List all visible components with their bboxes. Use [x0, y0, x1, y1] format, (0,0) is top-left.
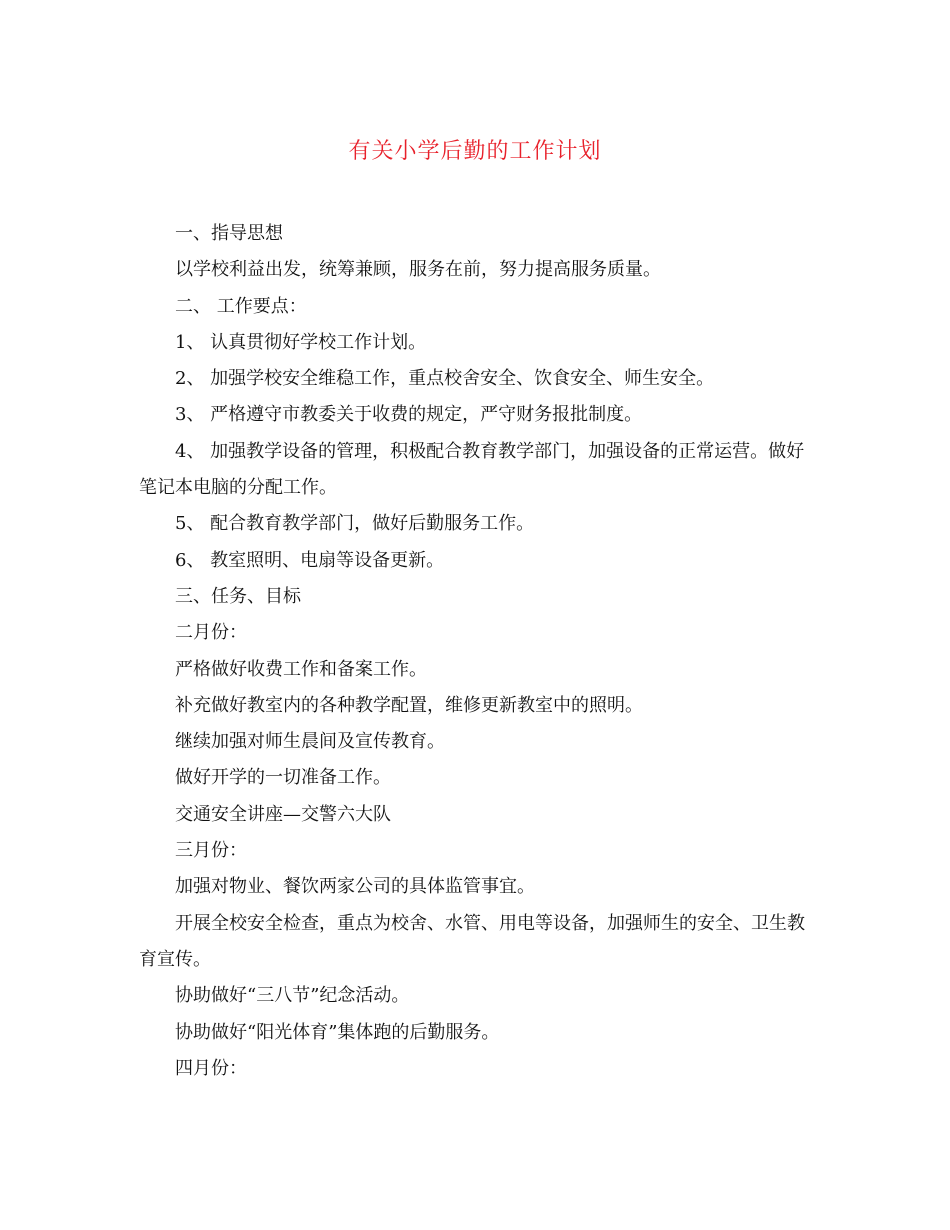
- month-heading: 三月份：: [175, 840, 247, 862]
- list-item: 3、 严格遵守市教委关于收费的规定，严守财务报批制度。: [175, 404, 643, 426]
- list-item: 1、 认真贯彻好学校工作计划。: [175, 331, 427, 353]
- paragraph: 继续加强对师生晨间及宣传教育。: [175, 731, 445, 753]
- paragraph: 开展全校安全检查，重点为校舍、水管、用电等设备，加强师生的安全、卫生教育宣传。: [139, 912, 805, 970]
- month-heading: 二月份：: [175, 622, 247, 644]
- paragraph: 协助做好“三八节”纪念活动。: [175, 985, 410, 1007]
- paragraph: 严格做好收费工作和备案工作。: [175, 658, 427, 680]
- month-heading: 四月份：: [175, 1057, 247, 1079]
- list-item: 5、 配合教育教学部门，做好后勤服务工作。: [175, 513, 535, 535]
- document-body: [139, 216, 819, 1087]
- heading-guiding-ideology: 一、指导思想: [175, 223, 283, 244]
- paragraph: 协助做好“阳光体育”集体跑的后勤服务。: [175, 1021, 500, 1043]
- paragraph: 交通安全讲座—交警六大队: [175, 803, 391, 825]
- list-item: 6、 教室照明、电扇等设备更新。: [175, 549, 445, 571]
- heading-tasks-goals: 三、任务、目标: [175, 585, 301, 607]
- list-item: 4、 加强教学设备的管理，积极配合教育教学部门，加强设备的正常运营。做好笔记本电脑的分配工作。: [139, 440, 805, 499]
- heading-work-points: 二、 工作要点：: [175, 295, 307, 317]
- document-title: 有关小学后勤的工作计划: [348, 139, 602, 164]
- paragraph: 补充做好教室内的各种教学配置，维修更新教室中的照明。: [175, 694, 643, 716]
- paragraph: 做好开学的一切准备工作。: [175, 767, 391, 789]
- paragraph: 以学校利益出发，统筹兼顾，服务在前，努力提高服务质量。: [175, 259, 661, 281]
- paragraph: 加强对物业、餐饮两家公司的具体监管事宜。: [175, 876, 535, 898]
- list-item: 2、 加强学校安全维稳工作，重点校舍安全、饮食安全、师生安全。: [175, 368, 715, 390]
